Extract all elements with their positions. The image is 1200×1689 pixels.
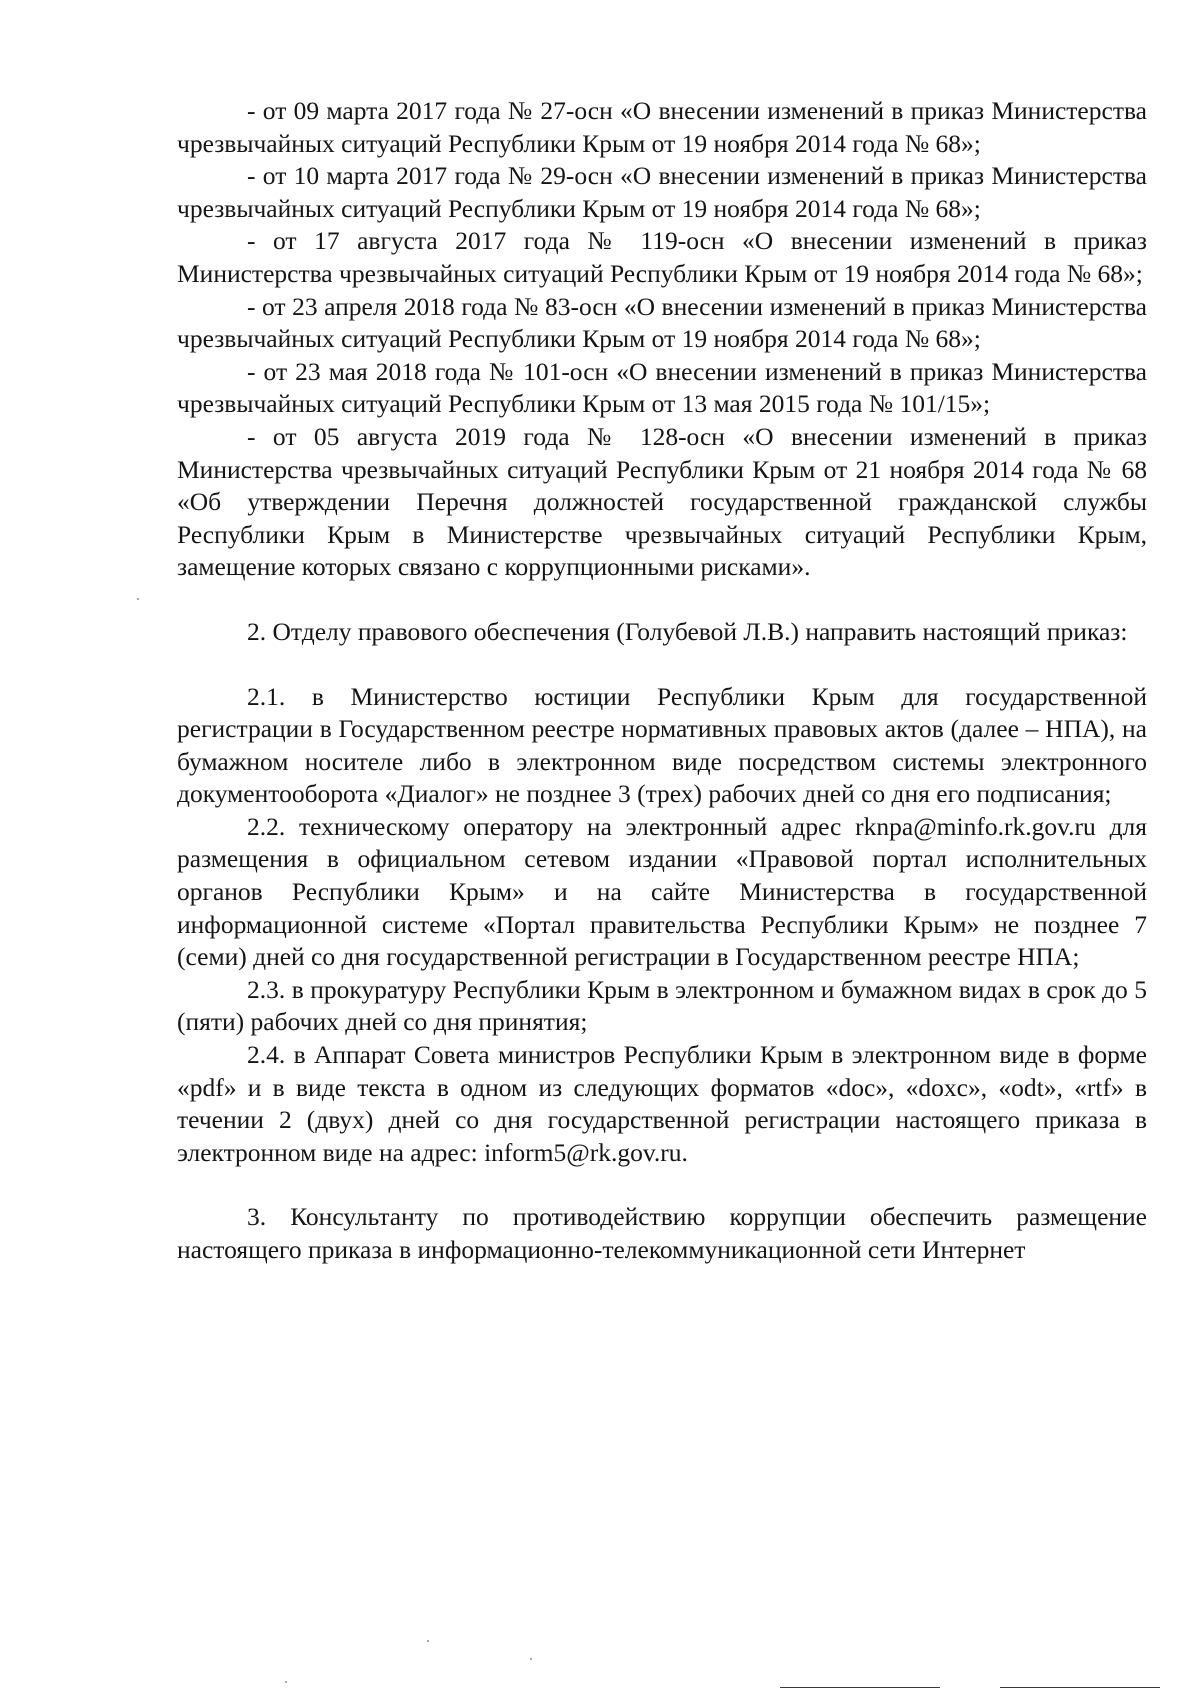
clause-2-1: 2.1. в Министерство юстиции Республики Крым для государственной регистрации в Государственном реестре нормативных правовых актов (далее – НПА), на бумажном носителе либо в электронном виде посредством системы электронного документооборота «Диалог» не позднее 3 (трех) рабочих дней со дня его подписания; (177, 681, 1147, 809)
amendment-item: - от 17 августа 2017 года № 119-осн «О внесении изменений в приказ Министерства чрезвычайных ситуаций Республики Крым от 19 ноября 2014 года № 68»; (177, 226, 1147, 288)
clause-2-3: 2.3. в прокуратуру Республики Крым в электронном и бумажном видах в срок до 5 (пяти) рабочих дней со дня принятия; (177, 974, 1147, 1037)
scan-speck (285, 1681, 287, 1683)
document-body (177, 95, 1147, 1267)
amendment-item: - от 10 марта 2017 года № 29-осн «О внесении изменений в приказ Министерства чрезвычайных ситуаций Республики Крым от 19 ноября 2014 года № 68»; (177, 161, 1147, 223)
paragraph-gap (177, 649, 1147, 681)
scan-speck (427, 1640, 429, 1642)
scan-speck (137, 598, 139, 600)
scan-edge-line (780, 1687, 940, 1688)
scan-edge-line (1000, 1687, 1160, 1688)
amendment-item: - от 23 мая 2018 года № 101-осн «О внесении изменений в приказ Министерства чрезвычайных ситуаций Республики Крым от 13 мая 2015 года № 101/15»; (177, 356, 1147, 419)
amendment-item: - от 09 марта 2017 года № 27-осн «О внесении изменений в приказ Министерства чрезвычайных ситуаций Республики Крым от 19 ноября 2014 года № 68»; (177, 96, 1147, 158)
scan-speck (530, 1658, 532, 1660)
clause-2-4: 2.4. в Аппарат Совета министров Республики Крым в электронном виде в форме «pdf» и в виде текста в одном из следующих форматов «doc», «doxc», «odt», «rtf» в течении 2 (двух) дней со дня государственной регистрации настоящего приказа в электронном виде на адрес: inform5@rk.gov.ru. (177, 1040, 1147, 1167)
amendment-item: - от 23 апреля 2018 года № 83-осн «О внесении изменений в приказ Министерства чрезвычайных ситуаций Республики Крым от 19 ноября 2014 года № 68»; (177, 291, 1147, 354)
amendment-item: - от 05 августа 2019 года № 128-осн «О внесении изменений в приказ Министерства чрезвычайных ситуаций Республики Крым от 21 ноября 2014 года № 68 «Об утверждении Перечня должностей государственной гражданской службы Республики Крым в Министерстве чрезвычайных ситуаций Республики Крым, замещение которых связано с коррупционными рисками». (177, 421, 1147, 582)
paragraph-gap (177, 584, 1147, 616)
clause-2-2: 2.2. техническому оператору на электронный адрес rknpa@minfo.rk.gov.ru для размещения в официальном сетевом издании «Правовой портал исполнительных органов Республики Крым» и на сайте Министерства в государственной информационной системе «Портал правительства Республики Крым» не позднее 7 (семи) дней со дня государственной регистрации в Государственном реестре НПА; (177, 811, 1147, 972)
clause-2: 2. Отделу правового обеспечения (Голубевой Л.В.) направить настоящий приказ: (247, 616, 1128, 646)
clause-3: 3. Консультанту по противодействию коррупции обеспечить размещение настоящего приказа в информационно-телекоммуникационной сети Интернет (177, 1202, 1147, 1264)
paragraph-gap (177, 1169, 1147, 1201)
